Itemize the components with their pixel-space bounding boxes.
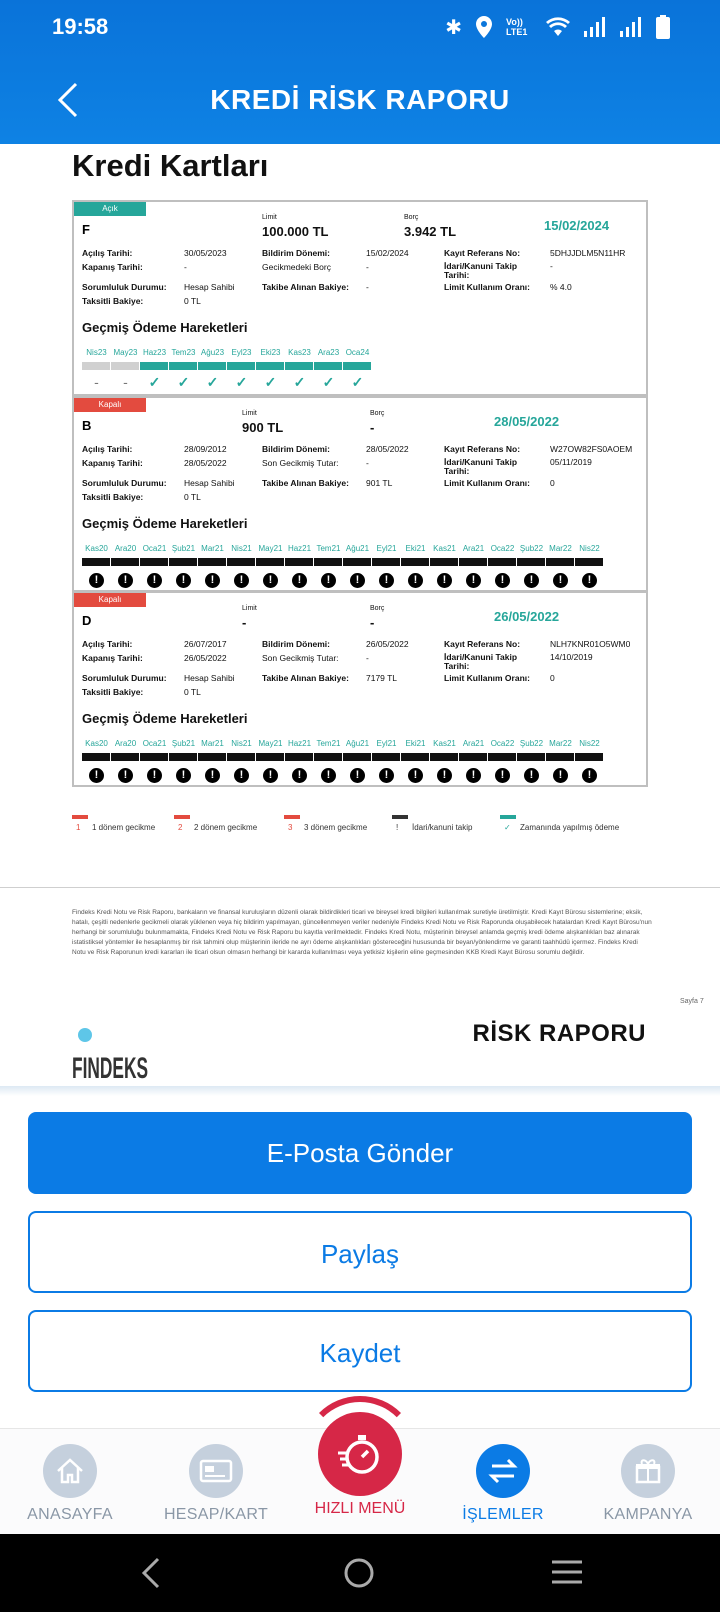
month-label: Nis22 [579, 739, 600, 748]
month-label: Ara23 [317, 348, 340, 357]
field: Limit Kullanım Oranı: [444, 478, 530, 488]
field: Takibe Alınan Bakiye: [262, 478, 349, 488]
field: 28/05/2022 [184, 458, 227, 468]
share-button[interactable]: Paylaş [28, 1211, 692, 1293]
month-bar [198, 558, 226, 566]
legal-follow-up-icon: ! [198, 570, 227, 588]
system-nav-bar [0, 1534, 720, 1612]
month-label: Oca22 [490, 544, 515, 553]
status-badge: Kapalı [74, 398, 146, 412]
transfer-arrows-icon [476, 1444, 530, 1498]
legal-follow-up-icon: ! [459, 570, 488, 588]
month-label: Eyl21 [376, 544, 397, 553]
legal-follow-up-icon: ! [285, 765, 314, 783]
field: Son Gecikmiş Tutar: [262, 653, 339, 663]
legal-follow-up-icon: ! [488, 765, 517, 783]
month-label: Haz21 [287, 739, 312, 748]
field: Gecikmedeki Borç [262, 262, 331, 272]
legal-follow-up-icon: ! [430, 765, 459, 783]
on-time-check-icon: ✓ [206, 374, 219, 390]
month-bar [314, 753, 342, 761]
field: Limit Kullanım Oranı: [444, 673, 530, 683]
month-bar [227, 362, 255, 370]
field: Sorumluluk Durumu: [82, 673, 167, 683]
field: 901 TL [366, 478, 393, 488]
limit-label: Limit [242, 605, 257, 612]
system-back-icon[interactable] [140, 1556, 164, 1590]
legal-follow-up-icon: ! [227, 765, 256, 783]
field: Bildirim Dönemi: [262, 248, 331, 258]
field: Kapanış Tarihi: [82, 458, 143, 468]
legend-label: 3 dönem gecikme [304, 823, 368, 832]
legal-follow-up-icon: ! [546, 570, 575, 588]
legal-follow-up-icon: ! [256, 765, 285, 783]
month-label: Kas23 [288, 348, 311, 357]
field: Kayıt Referans No: [444, 444, 521, 454]
month-labels [82, 739, 604, 748]
field: - [184, 262, 187, 272]
month-label: Ağu23 [200, 348, 225, 357]
legend-swatch [392, 815, 408, 819]
nav-label: ANASAYFA [27, 1506, 113, 1523]
field: Kapanış Tarihi: [82, 653, 143, 663]
credit-card-record [72, 200, 648, 396]
field: Taksitli Bakiye: [82, 296, 144, 306]
month-label: May21 [258, 739, 283, 748]
month-label: Eki23 [260, 348, 281, 357]
field: 15/02/2024 [366, 248, 409, 258]
month-label: Tem23 [171, 348, 196, 357]
field: 0 [550, 478, 555, 488]
month-bar [343, 362, 371, 370]
legal-follow-up-icon: ! [169, 765, 198, 783]
field: NLH7KNR01O5WM0 [550, 639, 631, 649]
field: 28/09/2012 [184, 444, 227, 454]
section-heading: Kredi Kartları [72, 148, 269, 183]
month-bar [430, 558, 458, 566]
month-label: Tem21 [316, 739, 341, 748]
system-home-icon[interactable] [342, 1556, 376, 1590]
month-bar [169, 362, 197, 370]
month-bar [459, 753, 487, 761]
page-title: KREDİ RİSK RAPORU [210, 84, 510, 115]
month-bar [140, 558, 168, 566]
month-bar [285, 753, 313, 761]
field: 7179 TL [366, 673, 398, 683]
legend-swatch [174, 815, 190, 819]
month-bar [459, 558, 487, 566]
legend-symbol: ! [396, 823, 399, 832]
on-time-check-icon: ✓ [148, 374, 161, 390]
field: Takibe Alınan Bakiye: [262, 282, 349, 292]
month-bar [343, 558, 371, 566]
no-data-mark: - [94, 374, 99, 390]
logo-text: FINDEKS [72, 1052, 148, 1085]
disclaimer-text: Findeks Kredi Notu ve Risk Raporu, bankaların ve finansal kuruluşların düzenli olarak bildirdikleri ticari ve bireysel kredi bilgileri kullanılmak suretiyle üretilmiştir. Kredi Kayıt Bürosu sistemlerine; eksik, hatalı, çeşitli nedenlerle gecikmeli olarak yüklenen veya hiç bildirim yapılmayan, güncellenmeyen veriler nedeniyle Findeks Kredi Notu ve Risk Raporunda oluşabilecek hatalardan Kredi Kayıt Bürosu'nun herhangi bir sorumluluğu bulunmamakta, Findeks Kredi Notu ve Risk Raporu bu kayıtla verilmektedir. Findeks Kredi Notu, müşterinin bireysel anlamda geçmiş kredi ödeme alışkanlıkları baz alınarak istatistiksel yöntemler ile hesaplanmış bir risk tahmini olup müşterinin ileride ne ayrı ödeme alışkanlıkları göstereceğini hususunda bir beyan/yönlendirme ve garanti taahhüdü içermez. Findeks Kredi Notu ve Risk Raporunun kredi kararları ile ticari olsun olmasın herhangi bir kararda kullanılması veya yetkisiz kişilerin eline geçmesinden KKB Kredi Kayıt Bürosu sorumlu değildir. [72, 909, 652, 956]
field: 0 TL [184, 492, 201, 502]
month-label: Eki21 [405, 544, 426, 553]
month-label: Mar21 [201, 739, 224, 748]
nav-campaign[interactable] [578, 1444, 718, 1524]
month-label: Nis23 [86, 348, 107, 357]
field: 28/05/2022 [366, 444, 409, 454]
legal-follow-up-icon: ! [430, 570, 459, 588]
month-bar [372, 753, 400, 761]
grade: B [82, 418, 92, 433]
nav-label-quick-menu: HIZLI MENÜ [314, 1500, 406, 1517]
month-bars [82, 753, 604, 761]
month-label: Mar22 [549, 739, 572, 748]
legend-label: İdari/kanuni takip [412, 823, 473, 832]
legal-follow-up-icon: ! [575, 765, 604, 783]
field: Açılış Tarihi: [82, 248, 133, 258]
bluetooth-icon: ✱ [445, 16, 462, 39]
debt-value: - [370, 420, 375, 435]
field: 0 [550, 673, 555, 683]
status-time: 19:58 [52, 14, 109, 39]
month-bars [82, 362, 372, 370]
month-bar [198, 753, 226, 761]
month-label: Haz23 [142, 348, 167, 357]
month-label: Şub22 [519, 739, 544, 748]
month-bar [546, 558, 574, 566]
field: Açılış Tarihi: [82, 639, 133, 649]
month-label: Şub22 [519, 544, 544, 553]
month-label: Kas21 [433, 739, 456, 748]
nav-label: İŞLEMLER [462, 1506, 544, 1523]
field: 0 TL [184, 687, 201, 697]
month-label: Haz21 [287, 544, 312, 553]
location-icon [476, 16, 492, 38]
month-bar [256, 362, 284, 370]
field: Sorumluluk Durumu: [82, 478, 167, 488]
legal-follow-up-icon: ! [256, 570, 285, 588]
limit-label: Limit [262, 214, 277, 221]
field: 05/11/2019 [550, 457, 592, 467]
field: 26/07/2017 [184, 639, 227, 649]
field: - [366, 262, 369, 272]
month-bar [227, 753, 255, 761]
signal-icon [584, 17, 606, 37]
legal-follow-up-icon: ! [343, 570, 372, 588]
legal-follow-up-icon: ! [401, 765, 430, 783]
debt-label: Borç [370, 605, 385, 612]
month-bar [430, 753, 458, 761]
month-bar [111, 362, 139, 370]
card-icon [189, 1444, 243, 1498]
field: Kapanış Tarihi: [82, 262, 143, 272]
month-bar [575, 558, 603, 566]
month-label: Oca21 [142, 739, 167, 748]
month-bar [401, 753, 429, 761]
field: Hesap Sahibi [184, 478, 235, 488]
legal-follow-up-icon: ! [372, 570, 401, 588]
debt-label: Borç [404, 214, 419, 221]
month-bar [169, 753, 197, 761]
field: Kayıt Referans No: [444, 248, 521, 258]
nav-label: HESAP/KART [163, 1506, 269, 1523]
month-label: Ara20 [114, 739, 137, 748]
limit-value: 100.000 TL [262, 224, 329, 239]
field: - [366, 458, 369, 468]
grade: D [82, 613, 92, 628]
legal-follow-up-icon: ! [343, 765, 372, 783]
field: 26/05/2022 [184, 653, 227, 663]
report-date: 26/05/2022 [494, 609, 560, 624]
field: % 4.0 [550, 282, 572, 292]
month-bar [111, 558, 139, 566]
legal-follow-up-icon: ! [517, 765, 546, 783]
month-bar [285, 558, 313, 566]
wifi-icon [546, 18, 570, 36]
field: 14/10/2019 [550, 652, 593, 662]
payment-marks [82, 570, 604, 588]
gift-icon [621, 1444, 675, 1498]
month-label: Şub21 [171, 544, 196, 553]
month-bar [140, 753, 168, 761]
month-bar [256, 753, 284, 761]
field: W27OW82FS0AOEM [550, 444, 633, 454]
field: Takibe Alınan Bakiye: [262, 673, 349, 683]
field: 26/05/2022 [366, 639, 409, 649]
field: İdari/Kanuni Takip Tarihi: [444, 261, 518, 280]
month-label: Ağu21 [345, 544, 370, 553]
document-edge [0, 1086, 720, 1096]
legend-symbol: ✓ [504, 823, 511, 832]
legal-follow-up-icon: ! [82, 570, 111, 588]
month-bar [169, 558, 197, 566]
status-badge: Kapalı [74, 593, 146, 607]
limit-value: - [242, 615, 247, 630]
on-time-check-icon: ✓ [264, 374, 277, 390]
legal-follow-up-icon: ! [82, 765, 111, 783]
legal-follow-up-icon: ! [227, 570, 256, 588]
field: 0 TL [184, 296, 201, 306]
month-label: Nis21 [231, 544, 252, 553]
legal-follow-up-icon: ! [314, 570, 343, 588]
month-bar [111, 753, 139, 761]
report-title: RİSK RAPORU [472, 1020, 646, 1047]
field: Sorumluluk Durumu: [82, 282, 167, 292]
field: İdari/Kanuni Takip Tarihi: [444, 652, 518, 671]
credit-card-record [72, 591, 648, 787]
field: Taksitli Bakiye: [82, 492, 144, 502]
send-email-button[interactable]: E-Posta Gönder [28, 1112, 692, 1194]
month-bar [546, 753, 574, 761]
field: - [366, 653, 369, 663]
month-bar [285, 362, 313, 370]
field: Bildirim Dönemi: [262, 444, 331, 454]
payment-marks [82, 374, 372, 390]
field: Hesap Sahibi [184, 673, 235, 683]
month-labels [82, 544, 604, 553]
month-bar [256, 558, 284, 566]
report-date: 15/02/2024 [544, 218, 610, 233]
month-bar [401, 558, 429, 566]
month-bar [517, 753, 545, 761]
on-time-check-icon: ✓ [177, 374, 190, 390]
month-bar [314, 558, 342, 566]
month-label: Ara20 [114, 544, 137, 553]
month-bars [82, 558, 604, 566]
on-time-check-icon: ✓ [235, 374, 248, 390]
field: Son Gecikmiş Tutar: [262, 458, 339, 468]
payment-marks [82, 765, 604, 783]
month-bar [82, 362, 110, 370]
legend-label: 2 dönem gecikme [194, 823, 258, 832]
on-time-check-icon: ✓ [293, 374, 306, 390]
field: Kayıt Referans No: [444, 639, 521, 649]
stopwatch-icon [335, 1429, 385, 1479]
home-icon [43, 1444, 97, 1498]
report-date: 28/05/2022 [494, 414, 560, 429]
payment-history-heading: Geçmiş Ödeme Hareketleri [82, 516, 248, 531]
nav-transactions[interactable] [433, 1444, 573, 1524]
legal-follow-up-icon: ! [198, 765, 227, 783]
legend-label: Zamanında yapılmış ödeme [520, 823, 620, 832]
month-label: Mar21 [201, 544, 224, 553]
limit-label: Limit [242, 410, 257, 417]
legal-follow-up-icon: ! [459, 765, 488, 783]
month-label: Ağu21 [345, 739, 370, 748]
volte-icon: Vo)) LTE1 [506, 17, 528, 37]
month-label: Nis21 [231, 739, 252, 748]
field: İdari/Kanuni Takip Tarihi: [444, 457, 518, 476]
status-icons [445, 14, 670, 40]
nav-account-card[interactable] [146, 1444, 286, 1524]
legend-swatch [500, 815, 516, 819]
month-label: Eyl23 [231, 348, 252, 357]
field: Bildirim Dönemi: [262, 639, 331, 649]
month-bar [140, 362, 168, 370]
legal-follow-up-icon: ! [314, 765, 343, 783]
month-bar [575, 753, 603, 761]
legal-follow-up-icon: ! [111, 570, 140, 588]
field: Açılış Tarihi: [82, 444, 133, 454]
legend-swatch [72, 815, 88, 819]
nav-label: KAMPANYA [603, 1506, 693, 1523]
legend [72, 823, 652, 843]
month-labels [82, 348, 372, 357]
legend-symbol: 1 [76, 823, 81, 832]
field: Limit Kullanım Oranı: [444, 282, 530, 292]
month-label: May21 [258, 544, 283, 553]
month-label: Mar22 [549, 544, 572, 553]
month-label: Ara21 [462, 544, 485, 553]
legend-symbol: 3 [288, 823, 293, 832]
page-number: Sayfa 7 [680, 998, 704, 1005]
legal-follow-up-icon: ! [140, 570, 169, 588]
month-label: Ara21 [462, 739, 485, 748]
legal-follow-up-icon: ! [546, 765, 575, 783]
legal-follow-up-icon: ! [169, 570, 198, 588]
month-label: Nis22 [579, 544, 600, 553]
month-label: Şub21 [171, 739, 196, 748]
credit-card-record [72, 396, 648, 592]
payment-history-heading: Geçmiş Ödeme Hareketleri [82, 320, 248, 335]
month-label: Kas20 [85, 544, 108, 553]
month-label: Oca22 [490, 739, 515, 748]
quick-menu-button[interactable] [318, 1412, 402, 1496]
no-data-mark: - [123, 374, 128, 390]
month-label: Oca24 [345, 348, 370, 357]
month-bar [488, 753, 516, 761]
report-document[interactable] [0, 144, 720, 1094]
month-label: Kas20 [85, 739, 108, 748]
legal-follow-up-icon: ! [140, 765, 169, 783]
legend-symbol: 2 [178, 823, 183, 832]
battery-icon [656, 15, 670, 39]
field: 30/05/2023 [184, 248, 227, 258]
field: Hesap Sahibi [184, 282, 235, 292]
month-bar [314, 362, 342, 370]
legal-follow-up-icon: ! [111, 765, 140, 783]
month-label: Eyl21 [376, 739, 397, 748]
month-bar [372, 558, 400, 566]
month-bar [517, 558, 545, 566]
save-button[interactable]: Kaydet [28, 1310, 692, 1392]
debt-value: - [370, 615, 375, 630]
legal-follow-up-icon: ! [285, 570, 314, 588]
on-time-check-icon: ✓ [322, 374, 335, 390]
legend-label: 1 dönem gecikme [92, 823, 156, 832]
month-bar [82, 558, 110, 566]
field: 5DHJJDLM5N11HR [550, 248, 626, 258]
signal-icon [620, 17, 642, 37]
field: - [550, 261, 553, 271]
month-label: Oca21 [142, 544, 167, 553]
month-bar [198, 362, 226, 370]
month-label: Tem21 [316, 544, 341, 553]
field: - [366, 282, 369, 292]
month-bar [227, 558, 255, 566]
month-bar [343, 753, 371, 761]
grade: F [82, 222, 90, 237]
limit-value: 900 TL [242, 420, 284, 435]
legal-follow-up-icon: ! [372, 765, 401, 783]
on-time-check-icon: ✓ [351, 374, 364, 390]
legend-swatch [284, 815, 300, 819]
month-label: Kas21 [433, 544, 456, 553]
legal-follow-up-icon: ! [575, 570, 604, 588]
field: Taksitli Bakiye: [82, 687, 144, 697]
payment-history-heading: Geçmiş Ödeme Hareketleri [82, 711, 248, 726]
debt-value: 3.942 TL [404, 224, 457, 239]
nav-home[interactable] [0, 1444, 140, 1524]
status-badge: Açık [74, 202, 146, 216]
system-recents-icon[interactable] [550, 1558, 584, 1586]
month-bar [82, 753, 110, 761]
month-label: Eki21 [405, 739, 426, 748]
debt-label: Borç [370, 410, 385, 417]
legal-follow-up-icon: ! [401, 570, 430, 588]
findeks-logo [72, 1028, 152, 1084]
page-divider [0, 887, 720, 888]
legal-follow-up-icon: ! [517, 570, 546, 588]
month-bar [488, 558, 516, 566]
month-label: May23 [113, 348, 138, 357]
legal-follow-up-icon: ! [488, 570, 517, 588]
